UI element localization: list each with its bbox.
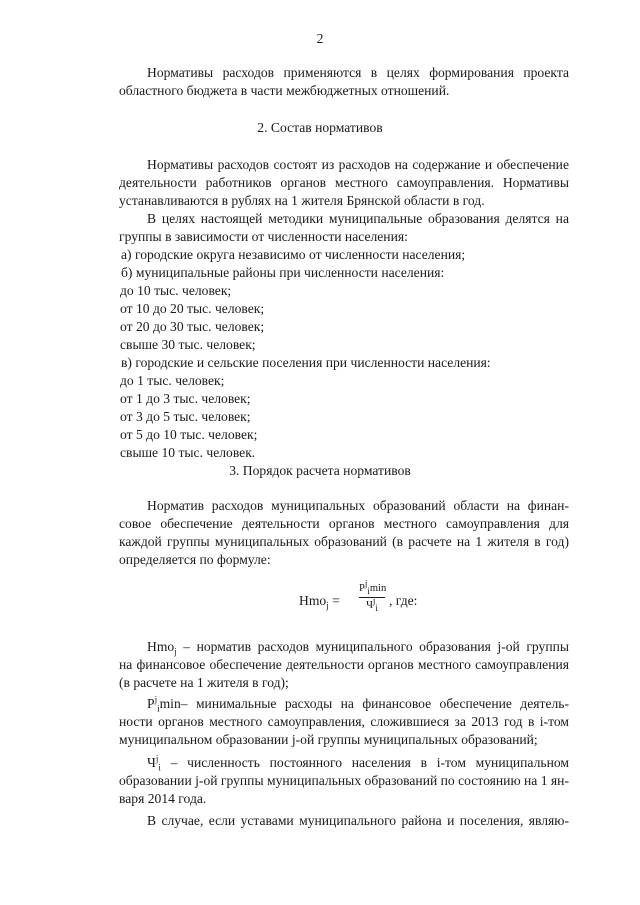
list-item: от 5 до 10 тыс. человек; <box>120 427 258 442</box>
list-item: в) городские и сельские поселения при численности населения: <box>121 355 491 370</box>
list-item: от 20 до 30 тыс. человек; <box>120 319 265 334</box>
page-number: 2 <box>316 31 324 46</box>
list-item: а) городские округа независимо от численности населения; <box>121 247 466 262</box>
formula-fraction <box>359 578 387 614</box>
formula-denominator: $Ч^j_i$ <box>366 595 378 614</box>
s3-p1-line-1: Норматив расходов муниципальных образований области на финан- <box>147 498 569 513</box>
list-item: до 1 тыс. человек; <box>120 373 225 388</box>
def3-line-1: $Ч^j_i$ – численность постоянного населения в i-том муниципальном <box>147 753 569 773</box>
formula-lhs: Нmo$_j$ = <box>299 593 340 611</box>
s2-p2-line-1: В целях настоящей методики муниципальные образования делятся на <box>147 211 569 226</box>
list-item: от 1 до 3 тыс. человек; <box>120 391 251 406</box>
list-item: от 3 до 5 тыс. человек; <box>120 409 251 424</box>
s3-p1-line-4: определяется по формуле: <box>119 552 271 567</box>
def3-line-3: варя 2014 года. <box>119 791 207 806</box>
section-3-heading: 3. Порядок расчета нормативов <box>229 463 411 478</box>
list-item: до 10 тыс. человек; <box>120 283 232 298</box>
def2-line-2: ности органов местного самоуправления, сложившиеся за 2013 год в i-том <box>119 714 569 729</box>
list-item: от 10 до 20 тыс. человек; <box>120 301 265 316</box>
list-item: свыше 30 тыс. человек; <box>120 337 256 352</box>
def1-line-3: (в расчете на 1 жителя в год); <box>119 675 289 690</box>
formula-numerator: $P^j_i\min$ <box>359 578 387 597</box>
list-item: б) муниципальные районы при численности населения: <box>121 265 445 280</box>
s2-p1-line-1: Нормативы расходов состоят из расходов на содержание и обеспечение <box>147 157 569 172</box>
s2-p2-line-2: группы в зависимости от численности населения: <box>119 229 408 244</box>
intro-line-1: Нормативы расходов применяются в целях формирования проекта <box>147 65 569 80</box>
def2-line-3: муниципальном образовании j-ой группы муниципальных образований; <box>119 732 538 747</box>
last-paragraph-line: В случае, если уставами муниципального района и поселения, являю- <box>147 813 569 828</box>
def1-line-2: на финансовое обеспечение деятельности органов местного самоуправления <box>119 657 569 672</box>
def2-line-1: $P^j_i\min-$ минимальные расходы на финансовое обеспечение деятель- <box>147 694 569 714</box>
list-item: свыше 10 тыс. человек. <box>120 445 256 460</box>
s3-p1-line-2: совое обеспечение деятельности органов местного самоуправления для <box>119 516 569 531</box>
formula-tail: , где: <box>389 593 418 608</box>
s2-p1-line-3: устанавливаются в рублях на 1 жителя Брянской области в год. <box>119 193 485 208</box>
s3-p1-line-3: каждой группы муниципальных образований (в расчете на 1 жителя в год) <box>119 534 569 549</box>
s2-p1-line-2: деятельности работников органов местного самоуправления. Нормативы <box>119 175 569 190</box>
def3-line-2: образовании j-ой группы муниципальных образований по состоянию на 1 ян- <box>119 773 569 788</box>
section-2-heading: 2. Состав нормативов <box>257 120 383 135</box>
intro-line-2: областного бюджета в части межбюджетных отношений. <box>119 83 450 98</box>
def1-line-1: Нmo$_j$ – норматив расходов муниципального образования j-ой группы <box>147 639 569 657</box>
